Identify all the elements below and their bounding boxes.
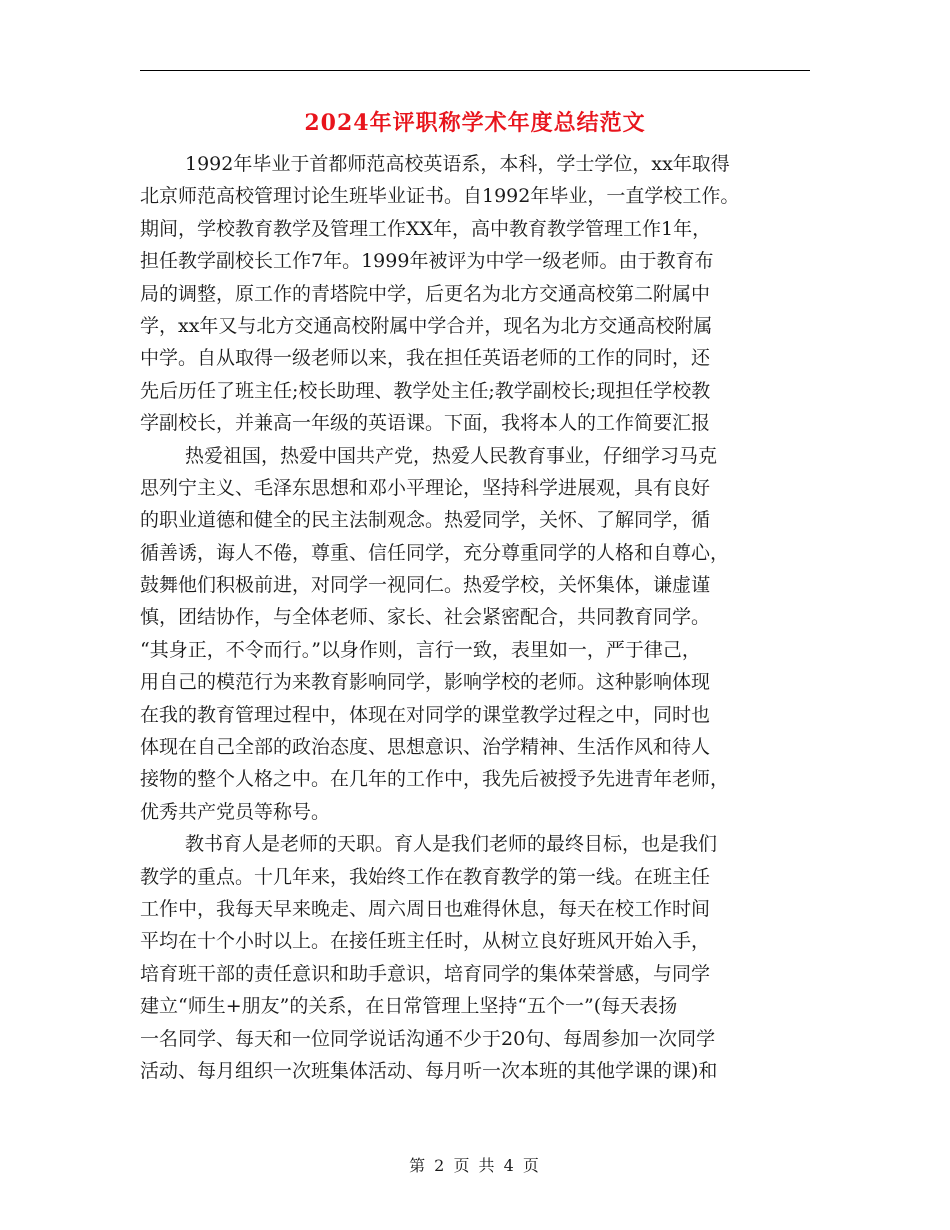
text-line: 1992年毕业于首都师范高校英语系，本科，学士学位，xx年取得 (185, 153, 730, 175)
text-line: 期间，学校教育教学及管理工作XX年，高中教育教学管理工作1年， (140, 217, 712, 240)
text-line: 建立“师生+朋友”的关系，在日常管理上坚持“五个一”(每天表扬 (140, 995, 678, 1018)
text-line: 循善诱，诲人不倦，尊重、信任同学，充分尊重同学的人格和自尊心， (140, 541, 730, 564)
text-line: 培育班干部的责任意识和助手意识，培育同学的集体荣誉感，与同学 (140, 962, 711, 985)
text-line: 思列宁主义、毛泽东思想和邓小平理论，坚持科学进展观，具有良好 (140, 476, 711, 499)
text-line: 教书育人是老师的天职。育人是我们老师的最终目标，也是我们 (185, 833, 718, 856)
text-line: 在我的教育管理过程中，体现在对同学的课堂教学过程之中，同时也 (140, 703, 711, 726)
text-line: 学副校长，并兼高一年级的英语课。下面，我将本人的工作简要汇报 (140, 412, 711, 435)
text-line: 担任教学副校长工作7年。1999年被评为中学一级老师。由于教育布 (140, 250, 714, 273)
text-line: 优秀共产党员等称号。 (140, 800, 331, 823)
text-line: “其身正，不令而行。”以身作则，言行一致，表里如一，严于律己， (140, 638, 701, 661)
header-rule (140, 70, 810, 71)
paragraph-3 (140, 828, 812, 1087)
text-line: 学，xx年又与北方交通高校附属中学合并，现名为北方交通高校附属 (140, 314, 713, 337)
text-line: 体现在自己全部的政治态度、思想意识、治学精神、生活作风和待人 (140, 736, 711, 759)
text-line: 局的调整，原工作的青塔院中学，后更名为北方交通高校第二附属中 (140, 282, 711, 305)
text-line: 先后历任了班主任;校长助理、教学处主任;教学副校长;现担任学校教 (140, 379, 711, 402)
document-body (140, 148, 812, 1087)
text-line: 的职业道德和健全的民主法制观念。热爱同学，关怀、了解同学，循 (140, 509, 711, 532)
text-line: 中学。自从取得一级老师以来，我在担任英语老师的工作的同时，还 (140, 347, 711, 370)
text-line: 活动、每月组织一次班集体活动、每月听一次本班的其他学课的课)和 (140, 1059, 718, 1082)
paragraph-2 (140, 440, 812, 829)
text-line: 鼓舞他们积极前进，对同学一视同仁。热爱学校，关怀集体，谦虚谨 (140, 574, 711, 597)
text-line: 北京师范高校管理讨论生班毕业证书。自1992年毕业，一直学校工作。 (140, 185, 740, 208)
text-line: 热爱祖国，热爱中国共产党，热爱人民教育事业，仔细学习马克 (185, 444, 718, 467)
paragraph-1 (140, 148, 812, 440)
text-line: 用自己的模范行为来教育影响同学，影响学校的老师。这种影响体现 (140, 671, 711, 694)
text-line: 工作中，我每天早来晚走、周六周日也难得休息，每天在校工作时间 (140, 897, 711, 920)
text-line: 接物的整个人格之中。在几年的工作中，我先后被授予先进青年老师， (140, 768, 730, 791)
page-number: 第 2 页 共 4 页 (409, 1156, 541, 1175)
text-line: 平均在十个小时以上。在接任班主任时，从树立良好班风开始入手， (140, 930, 711, 953)
text-line: 教学的重点。十几年来，我始终工作在教育教学的第一线。在班主任 (140, 865, 711, 888)
document-title: 2024年评职称学术年度总结范文 (304, 110, 646, 136)
text-line: 慎，团结协作，与全体老师、家长、社会紧密配合，共同教育同学。 (140, 606, 711, 629)
text-line: 一名同学、每天和一位同学说话沟通不少于20句、每周参加一次同学 (140, 1027, 716, 1050)
